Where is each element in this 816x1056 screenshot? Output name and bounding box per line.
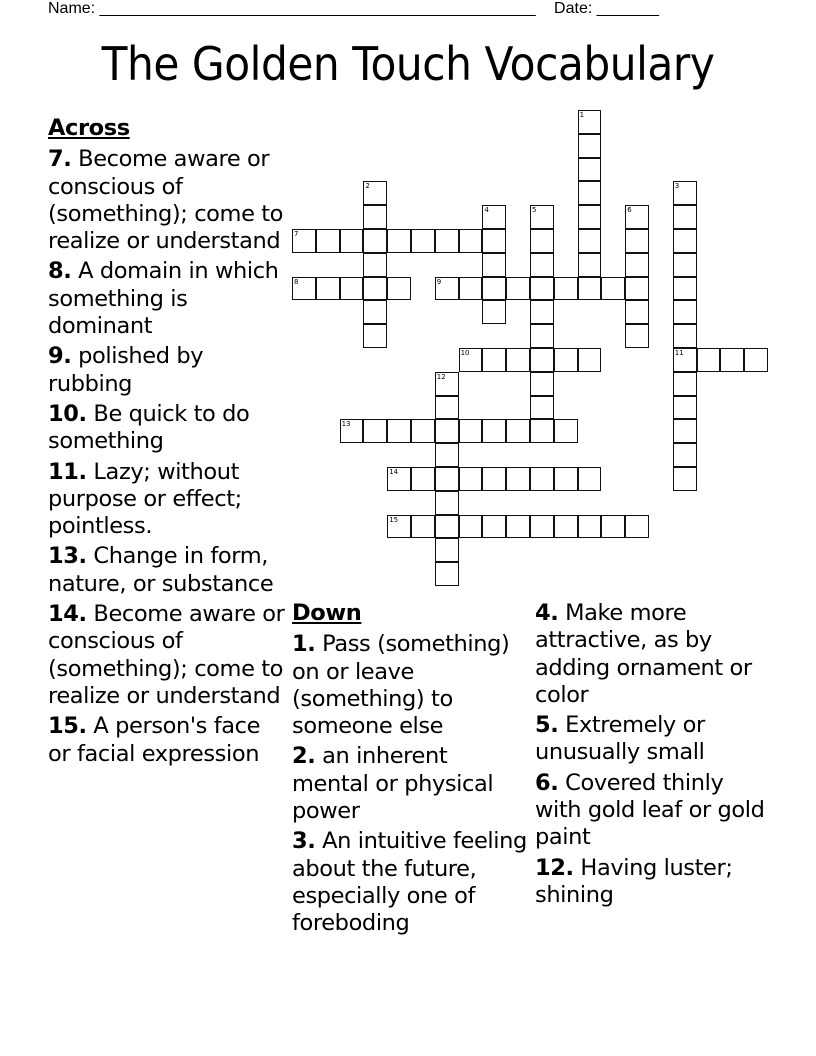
worksheet-header xyxy=(48,0,748,18)
clue-number: 13. xyxy=(48,543,87,570)
date-field[interactable]: Date: _______ xyxy=(554,0,660,17)
grid-cell[interactable] xyxy=(530,253,554,277)
grid-cell[interactable] xyxy=(673,419,697,443)
clue-across-9 xyxy=(48,343,288,398)
cell-number: 13 xyxy=(341,420,351,429)
clue-number: 1. xyxy=(292,631,316,658)
grid-cell[interactable] xyxy=(411,467,435,491)
grid-cell[interactable] xyxy=(435,277,459,301)
grid-cell[interactable] xyxy=(340,277,364,301)
clue-number: 8. xyxy=(48,258,72,285)
grid-cell[interactable] xyxy=(578,277,602,301)
grid-cell[interactable] xyxy=(506,515,530,539)
grid-cell[interactable] xyxy=(387,419,411,443)
grid-cell[interactable] xyxy=(697,348,721,372)
grid-cell[interactable] xyxy=(363,205,387,229)
clue-text: A person's face or facial expression xyxy=(48,713,261,767)
grid-cell[interactable] xyxy=(482,467,506,491)
clue-number: 6. xyxy=(535,769,559,796)
clue-across-15 xyxy=(48,713,288,768)
grid-cell[interactable] xyxy=(506,467,530,491)
grid-cell[interactable] xyxy=(506,348,530,372)
grid-cell[interactable] xyxy=(578,467,602,491)
clue-down-4 xyxy=(535,600,775,709)
grid-cell[interactable] xyxy=(459,515,483,539)
grid-cell[interactable] xyxy=(530,300,554,324)
grid-cell[interactable] xyxy=(673,348,697,372)
grid-cell[interactable] xyxy=(435,372,459,396)
grid-cell[interactable] xyxy=(411,515,435,539)
grid-cell[interactable] xyxy=(673,467,697,491)
clue-number: 2. xyxy=(292,743,316,770)
grid-cell[interactable] xyxy=(530,277,554,301)
grid-cell[interactable] xyxy=(554,467,578,491)
clue-down-12 xyxy=(535,855,775,910)
grid-cell[interactable] xyxy=(625,300,649,324)
grid-cell[interactable] xyxy=(578,229,602,253)
cell-number: 3 xyxy=(674,182,680,191)
grid-cell[interactable] xyxy=(673,277,697,301)
clue-text: Having luster; shining xyxy=(535,854,733,908)
grid-cell[interactable] xyxy=(625,515,649,539)
grid-cell[interactable] xyxy=(292,277,316,301)
grid-cell[interactable] xyxy=(578,205,602,229)
clue-across-14 xyxy=(48,601,288,710)
clue-number: 4. xyxy=(535,600,559,626)
cell-number: 5 xyxy=(532,206,537,215)
grid-cell[interactable] xyxy=(673,300,697,324)
grid-cell[interactable] xyxy=(578,181,602,205)
grid-cell[interactable] xyxy=(387,467,411,491)
clue-text: An intuitive feeling about the future, especially one of foreboding xyxy=(292,828,527,937)
grid-cell[interactable] xyxy=(435,515,459,539)
clue-text: Be quick to do something xyxy=(48,400,250,455)
grid-cell[interactable] xyxy=(673,324,697,348)
grid-cell[interactable] xyxy=(387,229,411,253)
clue-across-8 xyxy=(48,258,288,340)
clue-text: Become aware or conscious of (something); come to realize or understand xyxy=(48,601,285,709)
cell-number: 4 xyxy=(484,206,489,215)
clue-number: 9. xyxy=(48,343,72,370)
cell-number: 15 xyxy=(389,515,399,524)
clue-text: Covered thinly with gold leaf or gold paint xyxy=(535,769,765,851)
clue-text: Change in form, nature, or substance xyxy=(48,543,274,597)
grid-cell[interactable] xyxy=(459,467,483,491)
clue-down-2 xyxy=(292,743,528,825)
grid-cell[interactable] xyxy=(720,348,744,372)
grid-cell[interactable] xyxy=(411,229,435,253)
grid-cell[interactable] xyxy=(530,229,554,253)
grid-cell[interactable] xyxy=(482,205,506,229)
clue-text: Pass (something) on or leave (something) to someone else xyxy=(292,631,510,740)
down-clues-column-1 xyxy=(292,600,528,941)
clue-across-13 xyxy=(48,543,288,598)
grid-cell[interactable] xyxy=(625,253,649,277)
grid-cell[interactable] xyxy=(578,110,602,134)
clue-down-1 xyxy=(292,631,528,740)
grid-cell[interactable] xyxy=(482,348,506,372)
clue-text: A domain in which something is dominant xyxy=(48,258,279,340)
grid-cell[interactable] xyxy=(673,229,697,253)
grid-cell[interactable] xyxy=(435,443,459,467)
grid-cell[interactable] xyxy=(673,372,697,396)
cell-number: 10 xyxy=(460,349,470,357)
cell-number: 1 xyxy=(579,111,585,119)
clue-down-3 xyxy=(292,828,528,937)
grid-cell[interactable] xyxy=(673,396,697,420)
grid-cell[interactable] xyxy=(578,348,602,372)
grid-cell[interactable] xyxy=(482,277,506,301)
grid-cell[interactable] xyxy=(340,229,364,253)
grid-cell[interactable] xyxy=(530,372,554,396)
clue-number: 11. xyxy=(48,458,87,485)
clue-text: an inherent mental or physical power xyxy=(292,743,494,825)
grid-cell[interactable] xyxy=(435,562,459,586)
grid-cell[interactable] xyxy=(387,515,411,539)
name-field[interactable]: Name: _________________________________________________ xyxy=(48,0,536,17)
clue-across-11 xyxy=(48,459,288,541)
grid-cell[interactable] xyxy=(363,419,387,443)
grid-cell[interactable] xyxy=(363,181,387,205)
grid-cell[interactable] xyxy=(506,277,530,301)
grid-cell[interactable] xyxy=(530,419,554,443)
clue-number: 12. xyxy=(535,854,574,881)
grid-cell[interactable] xyxy=(578,515,602,539)
grid-cell[interactable] xyxy=(363,277,387,301)
page-title: The Golden Touch Vocabulary xyxy=(101,37,715,91)
grid-cell[interactable] xyxy=(459,419,483,443)
grid-cell[interactable] xyxy=(578,158,602,182)
grid-cell[interactable] xyxy=(578,253,602,277)
grid-cell[interactable] xyxy=(506,419,530,443)
clue-text: Make more attractive, as by adding ornament or color xyxy=(535,600,752,708)
clue-number: 14. xyxy=(48,601,87,628)
grid-cell[interactable] xyxy=(530,515,554,539)
cell-number: 6 xyxy=(627,206,632,215)
grid-cell[interactable] xyxy=(601,515,625,539)
grid-cell[interactable] xyxy=(387,277,411,301)
clue-number: 3. xyxy=(292,828,316,855)
grid-cell[interactable] xyxy=(554,419,578,443)
grid-cell[interactable] xyxy=(554,515,578,539)
grid-cell[interactable] xyxy=(363,229,387,253)
grid-cell[interactable] xyxy=(673,253,697,277)
clue-text: Extremely or unusually small xyxy=(535,712,705,766)
grid-cell[interactable] xyxy=(554,348,578,372)
grid-cell[interactable] xyxy=(363,253,387,277)
cell-number: 8 xyxy=(294,277,299,286)
grid-cell[interactable] xyxy=(363,300,387,324)
clue-across-10 xyxy=(48,401,288,456)
clue-number: 7. xyxy=(48,146,72,173)
grid-cell[interactable] xyxy=(482,419,506,443)
grid-cell[interactable] xyxy=(435,538,459,562)
cell-number: 9 xyxy=(436,277,442,286)
cell-number: 2 xyxy=(365,182,370,191)
clue-number: 10. xyxy=(48,400,87,427)
grid-cell[interactable] xyxy=(435,229,459,253)
grid-cell[interactable] xyxy=(459,348,483,372)
grid-cell[interactable] xyxy=(554,277,578,301)
clue-text: Lazy; without purpose or effect; pointless. xyxy=(48,458,242,540)
grid-cell[interactable] xyxy=(625,277,649,301)
clue-down-6 xyxy=(535,770,775,852)
grid-cell[interactable] xyxy=(530,348,554,372)
grid-cell[interactable] xyxy=(363,324,387,348)
grid-cell[interactable] xyxy=(435,467,459,491)
grid-cell[interactable] xyxy=(673,443,697,467)
cell-number: 14 xyxy=(389,468,399,476)
grid-cell[interactable] xyxy=(625,205,649,229)
grid-cell[interactable] xyxy=(530,205,554,229)
clue-text: Become aware or conscious of (something); come to realize or understand xyxy=(48,146,284,255)
grid-cell[interactable] xyxy=(601,277,625,301)
grid-cell[interactable] xyxy=(530,467,554,491)
clue-number: 5. xyxy=(535,712,559,739)
grid-cell[interactable] xyxy=(482,253,506,277)
grid-cell[interactable] xyxy=(482,515,506,539)
down-heading: Down xyxy=(292,600,362,626)
grid-cell[interactable] xyxy=(625,229,649,253)
grid-cell[interactable] xyxy=(435,396,459,420)
cell-number: 7 xyxy=(294,230,299,238)
grid-cell[interactable] xyxy=(316,277,340,301)
grid-cell[interactable] xyxy=(482,229,506,253)
grid-cell[interactable] xyxy=(673,181,697,205)
grid-cell[interactable] xyxy=(435,419,459,443)
grid-cell[interactable] xyxy=(459,277,483,301)
cell-number: 11 xyxy=(674,349,684,357)
grid-cell[interactable] xyxy=(340,419,364,443)
grid-cell[interactable] xyxy=(435,491,459,515)
grid-cell[interactable] xyxy=(530,324,554,348)
across-clues xyxy=(48,115,288,771)
clue-down-5 xyxy=(535,712,775,767)
clue-across-7 xyxy=(48,146,288,255)
grid-cell[interactable] xyxy=(292,229,316,253)
grid-cell[interactable] xyxy=(316,229,340,253)
grid-cell[interactable] xyxy=(744,348,768,372)
grid-cell[interactable] xyxy=(625,324,649,348)
grid-cell[interactable] xyxy=(578,134,602,158)
across-heading: Across xyxy=(48,115,130,141)
clue-number: 15. xyxy=(48,713,87,740)
grid-cell[interactable] xyxy=(459,229,483,253)
grid-cell[interactable] xyxy=(530,396,554,420)
grid-cell[interactable] xyxy=(673,205,697,229)
cell-number: 12 xyxy=(436,372,446,381)
clue-text: polished by rubbing xyxy=(48,343,204,397)
down-clues-column-2 xyxy=(535,600,775,912)
grid-cell[interactable] xyxy=(411,419,435,443)
grid-cell[interactable] xyxy=(482,300,506,324)
